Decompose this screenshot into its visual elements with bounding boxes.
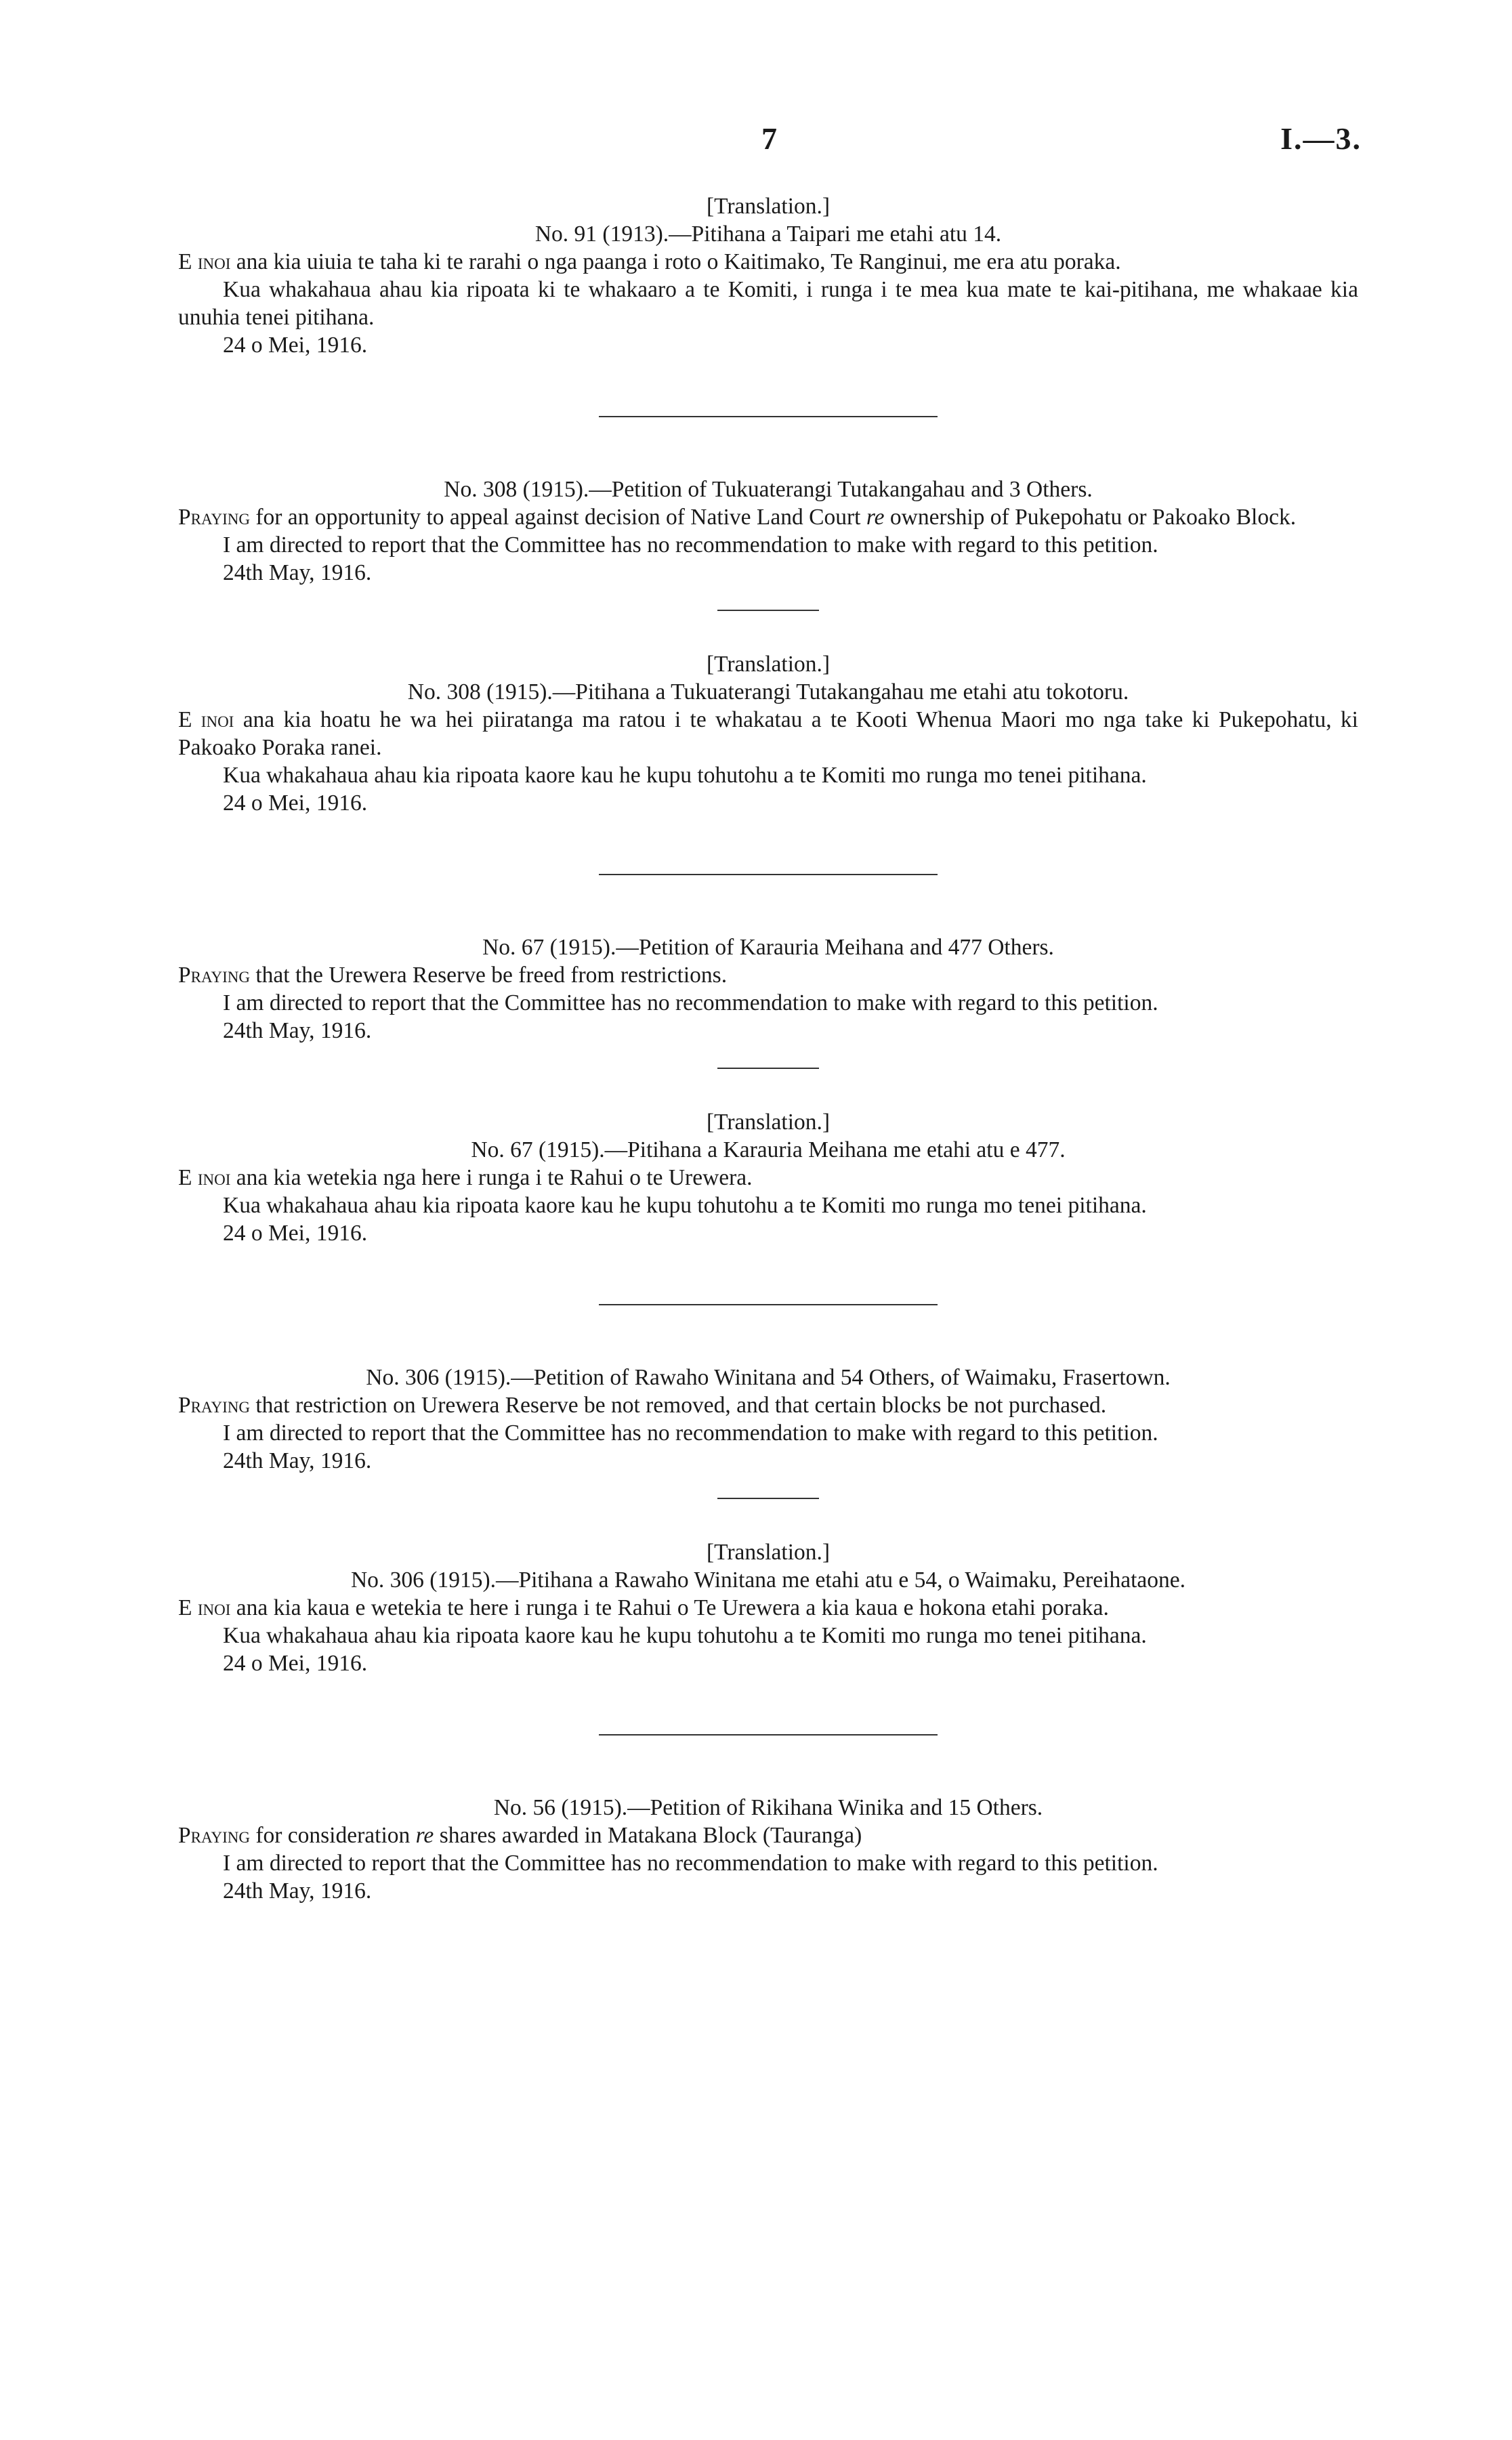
petition-title: No. 308 (1915).—Petition of Tukuaterangi Tutakangahau and 3 Others. — [444, 477, 1093, 502]
petition-text-continued: ownership of Pukepohatu or Pakoako Block. — [889, 505, 1297, 530]
petition-lead: Praying — [178, 505, 250, 530]
petition-lead: E inoi — [178, 249, 231, 274]
petition-body — [178, 248, 1358, 276]
petition-text: ana kia uiuia te taha ki te rarahi o nga paanga i roto o Kaitimako, Te Ranginui, me era atu poraka. — [236, 249, 1121, 274]
section-divider — [599, 416, 938, 417]
committee-report: I am directed to report that the Committee has no recommendation to make with regard to this petition. — [223, 1421, 1158, 1446]
petition-text: ana kia wetekia nga here i runga i te Rahui o te Urewera. — [236, 1165, 753, 1190]
translation-label: [Translation.] — [706, 1110, 831, 1135]
petition-section — [178, 1538, 1358, 1677]
report-date: 24th May, 1916. — [223, 560, 372, 585]
petition-text: ana kia kaua e wetekia te here i runga i te Rahui o Te Urewera a kia kaua e hokona etahi poraka. — [236, 1595, 1109, 1620]
translation-divider — [717, 610, 819, 611]
committee-report: I am directed to report that the Committee has no recommendation to make with regard to this petition. — [223, 990, 1158, 1015]
petition-title: No. 306 (1915).—Petition of Rawaho Winitana and 54 Others, of Waimaku, Frasertown. — [366, 1365, 1171, 1390]
committee-report: Kua whakahaua ahau kia ripoata kaore kau he kupu tohutohu a te Komiti mo runga mo tenei pitihana. — [223, 763, 1147, 788]
section-divider — [599, 874, 938, 875]
petition-section — [178, 1108, 1358, 1247]
petition-section — [178, 476, 1358, 587]
petition-title: No. 91 (1913).—Pitihana a Taipari me etahi atu 14. — [534, 222, 1002, 247]
petition-section — [178, 192, 1358, 359]
page-content — [178, 192, 1358, 1905]
petition-title: No. 67 (1915).—Pitihana a Karauria Meihana me etahi atu e 477. — [471, 1137, 1066, 1162]
petition-text: that the Urewera Reserve be freed from restrictions. — [255, 963, 728, 988]
section-divider — [599, 1734, 938, 1736]
petition-text: for consideration — [255, 1823, 411, 1848]
petition-body — [178, 1391, 1358, 1419]
petition-title: No. 308 (1915).—Pitihana a Tukuaterangi Tutakangahau me etahi atu tokotoru. — [407, 679, 1129, 704]
petition-title: No. 67 (1915).—Petition of Karauria Meihana and 477 Others. — [482, 935, 1054, 960]
report-date: 24 o Mei, 1916. — [223, 791, 368, 816]
report-date: 24th May, 1916. — [223, 1878, 372, 1903]
petition-body — [178, 961, 1358, 989]
committee-report: I am directed to report that the Committee has no recommendation to make with regard to this petition. — [223, 532, 1158, 558]
section-divider — [599, 1304, 938, 1305]
translation-divider — [717, 1068, 819, 1069]
report-date: 24 o Mei, 1916. — [223, 1651, 368, 1676]
report-date: 24th May, 1916. — [223, 1018, 372, 1043]
petition-lead: E inoi — [178, 1165, 231, 1190]
petition-text: ana kia hoatu he wa hei piiratanga ma ratou i te whakatau a te Kooti Whenua Maori mo nga take ki Pukepohatu, ki Pakoako Poraka ranei. — [178, 707, 1358, 760]
committee-report: Kua whakahaua ahau kia ripoata kaore kau he kupu tohutohu a te Komiti mo runga mo tenei pitihana. — [223, 1193, 1147, 1218]
report-date: 24 o Mei, 1916. — [223, 333, 368, 358]
report-date: 24th May, 1916. — [223, 1448, 372, 1473]
petition-title: No. 56 (1915).—Petition of Rikihana Winika and 15 Others. — [493, 1795, 1043, 1820]
petition-section — [178, 933, 1358, 1045]
petition-text: that restriction on Urewera Reserve be not removed, and that certain blocks be not purchased. — [255, 1393, 1107, 1418]
paper-reference: I.—3. — [1280, 121, 1362, 156]
translation-label: [Translation.] — [706, 652, 831, 677]
committee-report: Kua whakahaua ahau kia ripoata ki te whakaaro a te Komiti, i runga i te mea kua mate te kai-pitihana, me whakaae kia unuhia tenei pitihana. — [178, 277, 1358, 330]
petition-text: for an opportunity to appeal against decision of Native Land Court — [255, 505, 861, 530]
report-date: 24 o Mei, 1916. — [223, 1221, 368, 1246]
petition-title: No. 306 (1915).—Pitihana a Rawaho Winitana me etahi atu e 54, o Waimaku, Pereihataone. — [350, 1568, 1186, 1593]
petition-body — [178, 706, 1358, 761]
committee-report: I am directed to report that the Committee has no recommendation to make with regard to this petition. — [223, 1851, 1158, 1876]
petition-body — [178, 1594, 1358, 1622]
petition-lead: E inoi — [178, 707, 234, 732]
petition-text-continued: shares awarded in Matakana Block (Tauranga) — [439, 1823, 862, 1848]
petition-body — [178, 1822, 1358, 1849]
petition-body — [178, 503, 1358, 531]
petition-lead: Praying — [178, 1393, 250, 1418]
page-number: 7 — [761, 121, 777, 156]
petition-body — [178, 1164, 1358, 1192]
translation-label: [Translation.] — [706, 1540, 831, 1565]
translation-divider — [717, 1498, 819, 1499]
committee-report: Kua whakahaua ahau kia ripoata kaore kau he kupu tohutohu a te Komiti mo runga mo tenei pitihana. — [223, 1623, 1147, 1648]
page-header — [0, 121, 1512, 161]
petition-lead: E inoi — [178, 1595, 231, 1620]
re-italic: re — [866, 505, 885, 530]
petition-lead: Praying — [178, 963, 250, 988]
petition-section — [178, 650, 1358, 817]
petition-section — [178, 1364, 1358, 1475]
translation-label: [Translation.] — [706, 194, 831, 219]
petition-section — [178, 1794, 1358, 1905]
re-italic: re — [415, 1823, 434, 1848]
petition-lead: Praying — [178, 1823, 250, 1848]
